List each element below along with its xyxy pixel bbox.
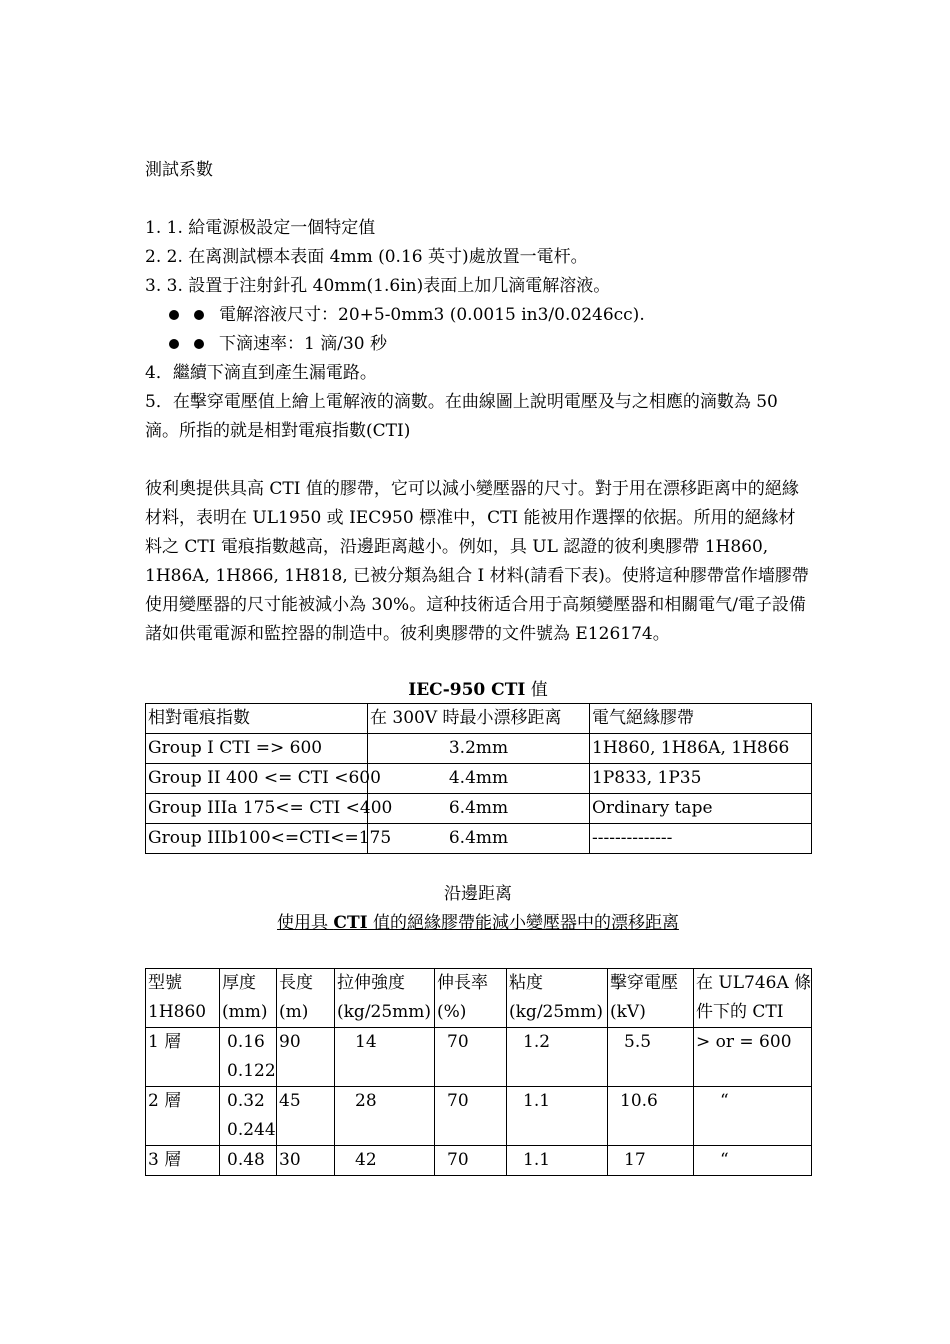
table-row [146,1146,812,1176]
tape-spec-table [145,968,812,1176]
table-header-cell: 拉伸強度 (kg/25mm) [335,969,435,1028]
bullet-icon [169,310,179,320]
table-header-cell: 伸長率 (%) [435,969,507,1028]
document-page [145,156,811,1176]
table2-subtitle-post: 值的絕緣膠帶能減小變壓器中的漂移距离 [367,913,679,933]
table-cell: 17 [608,1146,694,1176]
table-row [146,1087,812,1146]
table1-caption-bold: IEC-950 CTI [408,680,526,700]
table-cell: 1.1 [507,1146,608,1176]
table-header-cell: 相對電痕指數 [146,704,368,734]
bullet-icon [169,339,179,349]
table-cell: 2 層 [146,1087,220,1146]
table-cell: 90 [277,1028,335,1087]
table-cell: 1.1 [507,1087,608,1146]
table-header-cell: 型號 1H860 [146,969,220,1028]
table-cell: 30 [277,1146,335,1176]
table-cell: Group IIIb100<=CTI<=175 [146,824,368,854]
table-cell: 1 層 [146,1028,220,1087]
table-header-cell: 電气絕緣膠帶 [590,704,812,734]
table-header-row [146,969,812,1028]
table2-subtitle-pre: 使用具 [277,913,334,933]
table-cell: 0.32 0.244 [220,1087,277,1146]
table-header-cell: 在 UL746A 條 件下的 CTI [694,969,812,1028]
body-paragraph: 彼利奧提供具高 CTI 值的膠帶，它可以減小變壓器的尺寸。對于用在漂移距离中的絕緣材料，表明在 UL1950 或 IEC950 標准中，CTI 能被用作選擇的依据。所用的絕緣材料之 CTI 電痕指數越高，沿邊距离越小。例如，具 UL 認證的彼利奧膠帶 1H860, 1H86A, 1H866, 1H818, 已被分類為組合 I 材料(請看下表)。使將這种膠帶當作墻膠帶使用變壓器的尺寸能被減小為 30%。這种技術适合用于高頻變壓器和相關電气/電子設備諸如供電電源和監控器的制造中。彼利奧膠帶的文件號為 E126174。 [145,479,809,644]
table-cell: “ [694,1146,812,1176]
table-cell: 6.4mm [368,794,590,824]
table2-title: 沿邊距离 [444,884,512,904]
table-cell: 70 [435,1146,507,1176]
table-cell: 0.48 [220,1146,277,1176]
table-cell: 3 層 [146,1146,220,1176]
table-cell: 10.6 [608,1087,694,1146]
table-header-cell: 厚度 (mm) [220,969,277,1028]
section-heading: 測試系數 [145,160,213,180]
table-cell: 1.2 [507,1028,608,1087]
table2-subtitle-bold: CTI [333,913,368,933]
table-row [146,794,812,824]
table-header-cell: 粘度 (kg/25mm) [507,969,608,1028]
table1-caption [145,677,811,703]
table-cell: 45 [277,1087,335,1146]
table1-caption-tail: 值 [525,680,548,700]
table-cell: 5.5 [608,1028,694,1087]
table-header-cell: 擊穿電壓 (kV) [608,969,694,1028]
table-cell: > or = 600 [694,1028,812,1087]
table-cell: Group I CTI => 600 [146,734,368,764]
table-cell: “ [694,1087,812,1146]
table-cell: 28 [335,1087,435,1146]
cti-table [145,703,812,854]
step-4: 4．繼續下滴直到產生漏電路。 [145,363,377,383]
table-cell: 42 [335,1146,435,1176]
bullet-item [145,301,811,330]
bullet-icon [194,339,204,349]
bullet-text: 下滴速率：1 滴/30 秒 [219,334,387,354]
bullet-text: 電解溶液尺寸：20+5-0mm3 (0.0015 in3/0.0246cc). [219,305,645,325]
step-3: 3. 3. 設置于注射針孔 40mm(1.6in)表面上加几滴電解溶液。 [145,276,611,296]
table-header-cell: 長度 (m) [277,969,335,1028]
table-cell: 4.4mm [368,764,590,794]
table-cell: 6.4mm [368,824,590,854]
table-cell: 1H860, 1H86A, 1H866 [590,734,812,764]
table-header-row [146,704,812,734]
table-row [146,764,812,794]
table-row [146,734,812,764]
table-cell: 0.16 0.122 [220,1028,277,1087]
bullet-icon [194,310,204,320]
table-cell: 1P833, 1P35 [590,764,812,794]
table-header-cell: 在 300V 時最小漂移距离 [368,704,590,734]
step-2: 2. 2. 在离測試標本表面 4mm (0.16 英寸)處放置一電杆。 [145,247,588,267]
table-cell: 70 [435,1028,507,1087]
table-row [146,824,812,854]
step-1: 1. 1. 給電源极設定一個特定值 [145,218,376,238]
table-cell: 14 [335,1028,435,1087]
table-cell: 3.2mm [368,734,590,764]
table-cell: -------------- [590,824,812,854]
table-cell: Ordinary tape [590,794,812,824]
bullet-item [145,330,811,359]
table-cell: 70 [435,1087,507,1146]
table-row [146,1028,812,1087]
table-cell: Group II 400 <= CTI <600 [146,764,368,794]
table-cell: Group IIIa 175<= CTI <400 [146,794,368,824]
step-5: 5．在擊穿電壓值上繪上電解液的滴數。在曲線圖上說明電壓及与之相應的滴數為 50 滴。所指的就是相對電痕指數(CTI) [145,392,778,441]
table2-subtitle [145,909,811,938]
